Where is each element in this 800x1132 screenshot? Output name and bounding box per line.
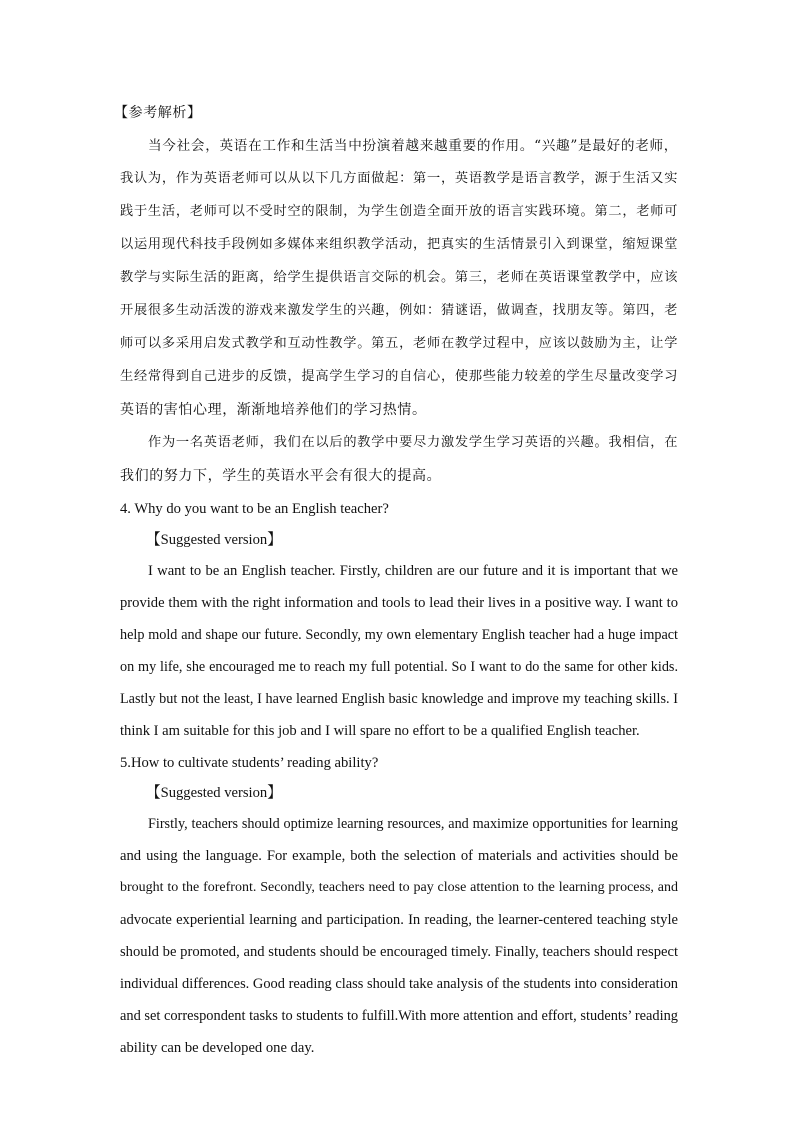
question-5-answer-line: Firstly, teachers should optimize learning resources, and maximize opportunities for learning — [148, 816, 678, 832]
question-5-answer-line: advocate experiential learning and participation. In reading, the learner-centered teaching style — [120, 912, 678, 928]
analysis-line: 教学与实际生活的距离，给学生提供语言交际的机会。第三，老师在英语课堂教学中，应该 — [120, 270, 678, 285]
question-5-answer-line: individual differences. Good reading class should take analysis of the students into consideration — [120, 976, 678, 992]
question-5-title: 5.How to cultivate students’ reading ability? — [120, 755, 379, 771]
analysis-line: 我认为，作为英语老师可以从以下几方面做起：第一，英语教学是语言教学，源于生活又实 — [120, 171, 678, 186]
question-4-answer-line: help mold and shape our future. Secondly, my own elementary English teacher had a huge impact — [120, 627, 678, 643]
analysis-line: 以运用现代科技手段例如多媒体来组织教学活动，把真实的生活情景引入到课堂，缩短课堂 — [120, 237, 678, 252]
question-5-answer-line: should be promoted, and students should be encouraged timely. Finally, teachers should respect — [120, 944, 678, 960]
analysis-line: 我们的努力下，学生的英语水平会有很大的提高。 — [120, 468, 442, 484]
question-4-suggested-label: 【Suggested version】 — [146, 532, 282, 548]
question-5-answer-line: brought to the forefront. Secondly, teachers need to pay close attention to the learning process, and — [120, 880, 678, 895]
question-4-answer-line: on my life, she encouraged me to reach my full potential. So I want to do the same for other kids. — [120, 659, 678, 675]
analysis-line: 践于生活，老师可以不受时空的限制，为学生创造全面开放的语言实践环境。第二，老师可 — [120, 204, 678, 219]
question-5-suggested-label: 【Suggested version】 — [146, 785, 282, 801]
question-4-answer-line: I want to be an English teacher. Firstly, children are our future and it is important that we — [148, 563, 678, 579]
analysis-line: 生经常得到自己进步的反馈，提高学生学习的自信心，使那些能力较差的学生尽量改变学习 — [120, 369, 678, 384]
question-4-answer-line: Lastly but not the least, I have learned English basic knowledge and improve my teaching skills. I — [120, 691, 678, 707]
analysis-line: 当今社会，英语在工作和生活当中扮演着越来越重要的作用。“兴趣”是最好的老师， — [148, 138, 678, 154]
question-4-answer-line: think I am suitable for this job and I will spare no effort to be a qualified English teacher. — [120, 723, 640, 739]
question-5-answer-line: and using the language. For example, both the selection of materials and activities should be — [120, 848, 678, 864]
question-5-answer-line: ability can be developed one day. — [120, 1040, 315, 1056]
analysis-line: 师可以多采用启发式教学和互动性教学。第五，老师在教学过程中，应该以鼓励为主，让学 — [120, 336, 678, 351]
question-4-title: 4. Why do you want to be an English teacher? — [120, 501, 389, 517]
question-5-answer-line: and set correspondent tasks to students to fulfill.With more attention and effort, students’ reading — [120, 1008, 678, 1024]
question-4-answer-line: provide them with the right information and tools to lead their lives in a positive way. I want to — [120, 595, 678, 611]
analysis-heading: 【参考解析】 — [114, 105, 202, 121]
analysis-line: 作为一名英语老师，我们在以后的教学中要尽力激发学生学习英语的兴趣。我相信，在 — [148, 435, 678, 450]
analysis-line: 开展很多生动活泼的游戏来激发学生的兴趣，例如：猜谜语，做调查，找朋友等。第四，老 — [120, 303, 678, 318]
analysis-line: 英语的害怕心理，渐渐地培养他们的学习热情。 — [120, 402, 427, 418]
